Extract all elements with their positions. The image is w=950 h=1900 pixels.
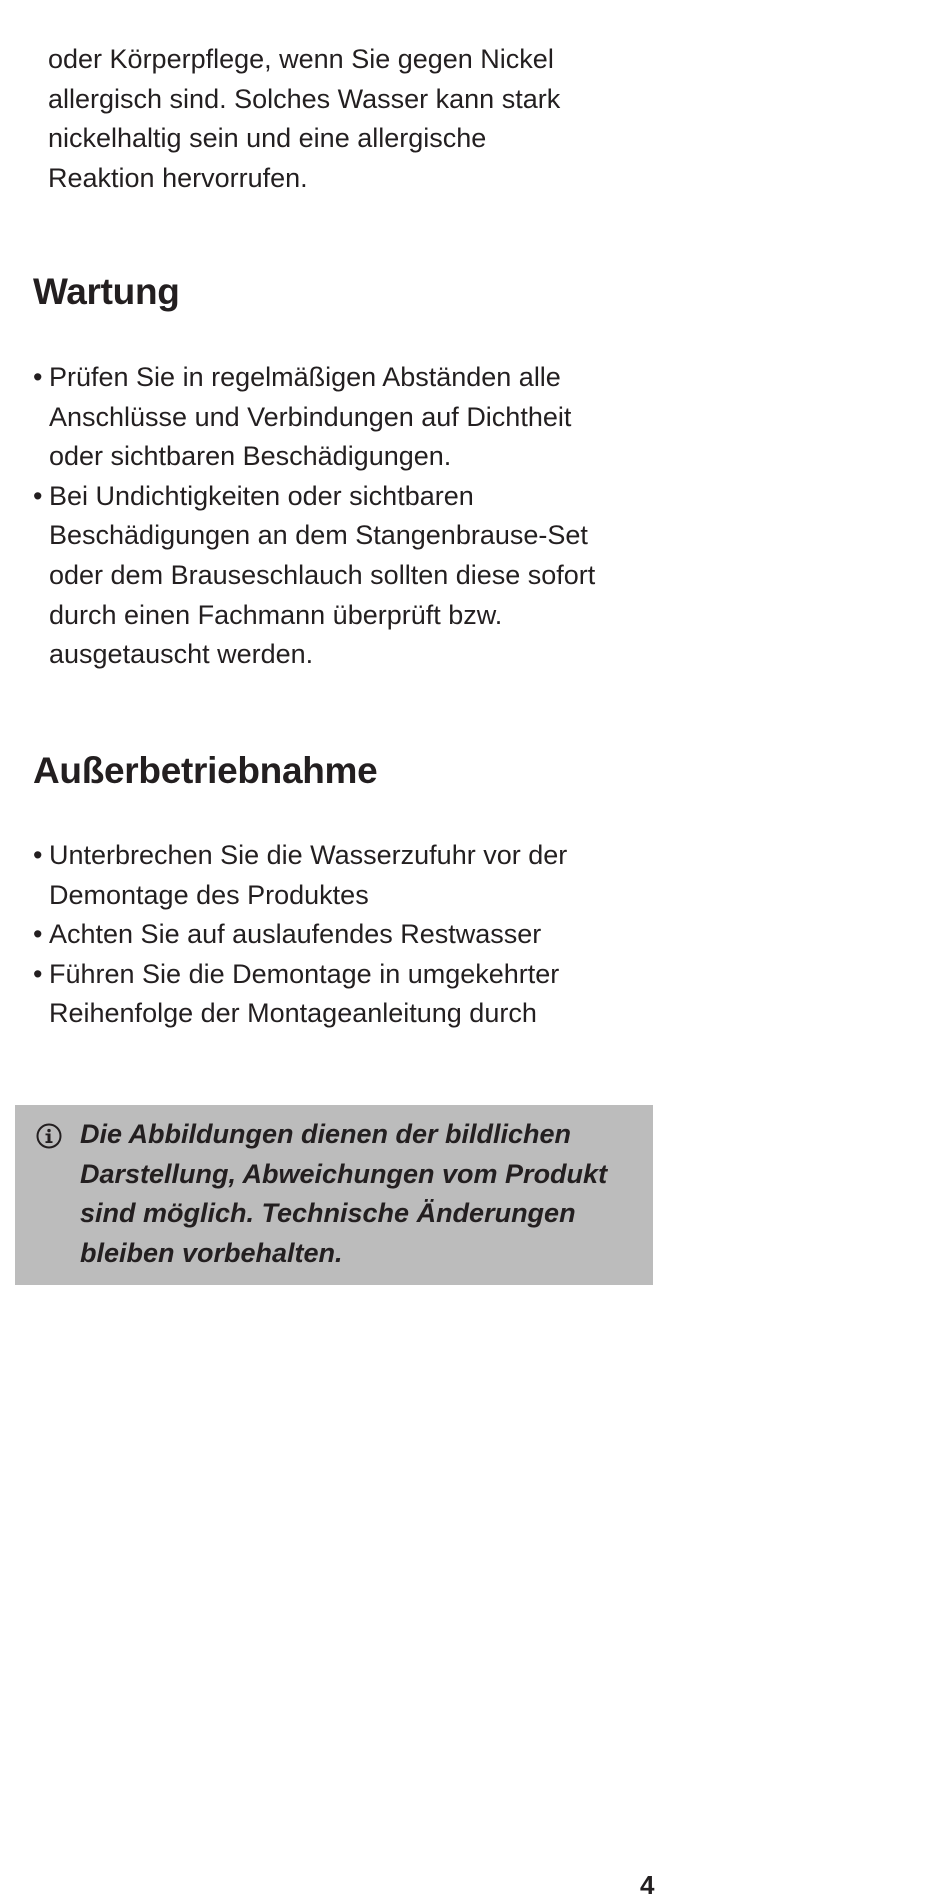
text-line: oder sichtbaren Beschädigungen. — [49, 441, 452, 472]
text-line: Reihenfolge der Montageanleitung durch — [49, 998, 537, 1029]
section-heading-wartung: Wartung — [33, 271, 180, 312]
text-line: Unterbrechen Sie die Wasserzufuhr vor der — [49, 840, 568, 870]
list-item — [33, 358, 673, 477]
info-note-box — [15, 1105, 653, 1285]
text-line: Führen Sie die Demontage in umgekehrter — [49, 958, 560, 989]
text-line: sind möglich. Technische Änderungen — [80, 1198, 576, 1229]
text-line: bleiben vorbehalten. — [80, 1237, 343, 1268]
bullet-marker: • — [33, 919, 43, 950]
bullet-marker: • — [33, 362, 43, 392]
info-icon — [36, 1123, 62, 1149]
text-line: nickelhaltig sein und eine allergische — [48, 123, 487, 154]
list-item — [33, 477, 673, 675]
text-line: oder dem Brauseschlauch sollten diese sofort — [49, 559, 596, 590]
text-line: Achten Sie auf auslaufendes Restwasser — [49, 919, 542, 950]
list-item — [33, 955, 673, 1034]
text-line: Darstellung, Abweichungen vom Produkt — [80, 1158, 608, 1189]
intro-paragraph — [48, 40, 688, 198]
page-number: 4 — [640, 1870, 655, 1900]
text-line: Anschlüsse und Verbindungen auf Dichtheit — [49, 401, 572, 432]
text-line: Reaktion hervorrufen. — [48, 162, 308, 193]
text-line: Prüfen Sie in regelmäßigen Abständen alle — [49, 362, 561, 392]
list-item — [33, 915, 673, 955]
ausserbetriebnahme-list — [33, 836, 673, 1034]
text-line: oder Körperpflege, wenn Sie gegen Nickel — [48, 44, 554, 74]
list-item — [33, 836, 673, 915]
text-line: Die Abbildungen dienen der bildlichen — [80, 1119, 572, 1149]
wartung-list — [33, 358, 673, 675]
bullet-marker: • — [33, 480, 43, 511]
text-line: durch einen Fachmann überprüft bzw. — [49, 599, 503, 630]
text-line: Demontage des Produktes — [49, 879, 369, 910]
bullet-marker: • — [33, 958, 43, 989]
bullet-marker: • — [33, 840, 43, 870]
section-heading-ausserbetriebnahme: Außerbetriebnahme — [33, 750, 378, 791]
text-line: allergisch sind. Solches Wasser kann stark — [48, 83, 561, 114]
text-line: Beschädigungen an dem Stangenbrause-Set — [49, 520, 588, 551]
info-note-text — [80, 1115, 640, 1273]
text-line: ausgetauscht werden. — [49, 639, 314, 670]
text-line: Bei Undichtigkeiten oder sichtbaren — [49, 480, 474, 511]
